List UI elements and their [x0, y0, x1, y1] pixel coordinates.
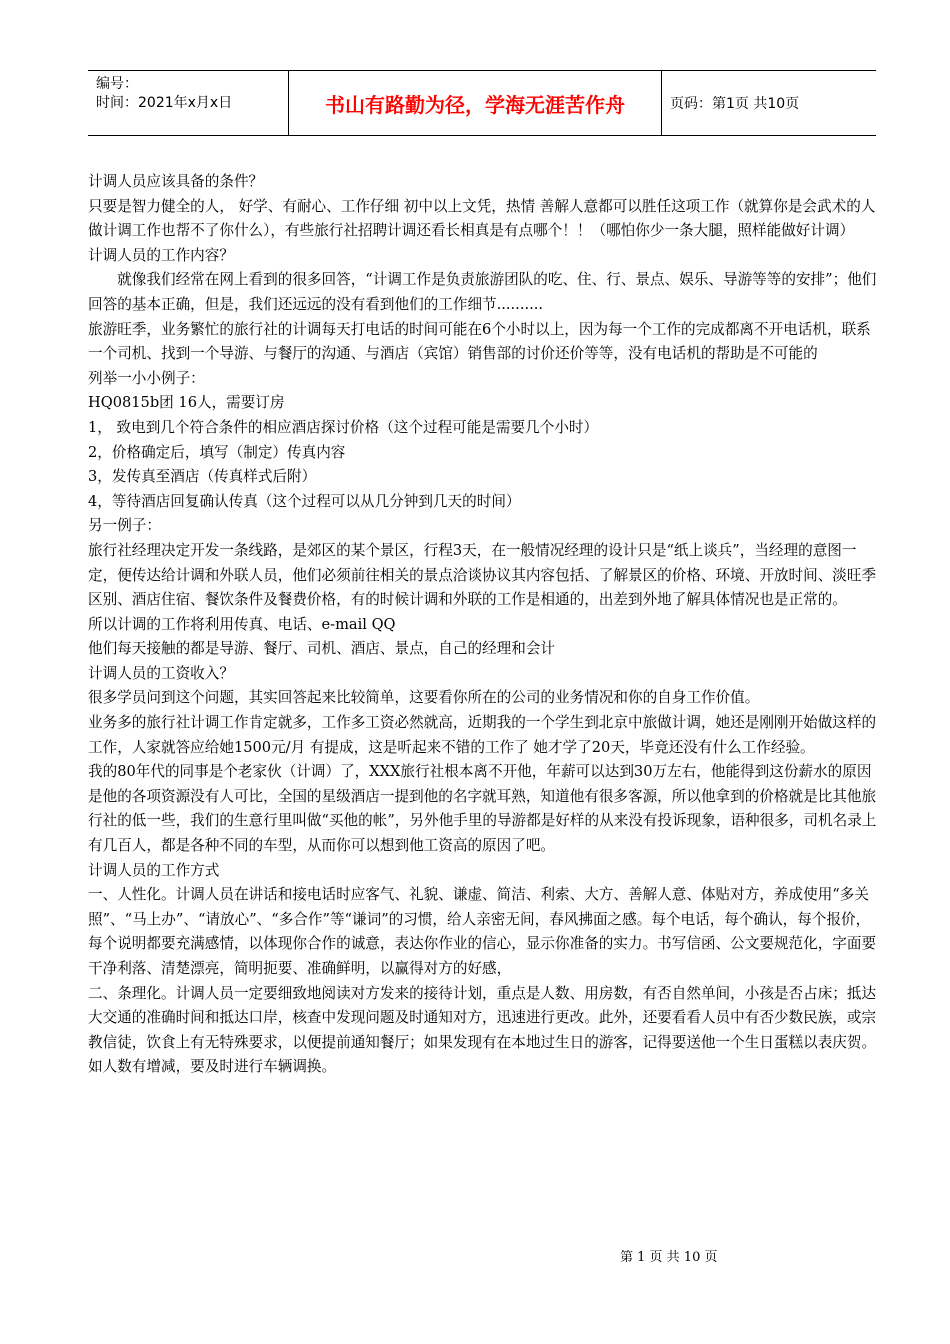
paragraph: 业务多的旅行社计调工作肯定就多，工作多工资必然就高，近期我的一个学生到北京中旅做计调，她还是刚刚开始做这样的工作，人家就答应给她1500元/月 有提成，这是听起来不错的工作了 她才学了20天，毕竟还没有什么工作经验。 [88, 714, 877, 756]
paragraph: 另一例子： [88, 517, 161, 535]
list-item: 2，价格确定后，填写（制定）传真内容 [88, 443, 346, 461]
header-left-cell [88, 71, 288, 135]
paragraph: 只要是智力健全的人， 好学、有耐心、工作仔细 初中以上文凭，热情 善解人意都可以胜任这项工作（就算你是会武术的人做计调工作也帮不了你什么），有些旅行社招聘计调还看长相真是有点哪个！！（哪怕你少一条大腿，照样能做好计调） [88, 197, 876, 240]
paragraph: 所以计调的工作将利用传真、电话、e-mail QQ [88, 615, 396, 633]
header-slogan: 书山有路勤为径，学海无涯苦作舟 [288, 71, 662, 135]
paragraph: 他们每天接触的都是导游、餐厅、司机、酒店、景点，自己的经理和会计 [88, 640, 556, 658]
paragraph: 二、条理化。计调人员一定要细致地阅读对方发来的接待计划，重点是人数、用房数，有否自然单间，小孩是否占床；抵达大交通的准确时间和抵达口岸，核查中发现问题及时通知对方，迅速进行更改。此外，还要看看人员中有否少数民族，或宗教信徒，饮食上有无特殊要求，以便提前通知餐厅；如果发现有在本地过生日的游客，记得要送他一个生日蛋糕以表庆贺。如人数有增减，要及时进行车辆调换。 [88, 984, 877, 1076]
paragraph: 旅行社经理决定开发一条线路，是郊区的某个景区，行程3天，在一般情况经理的设计只是“纸上谈兵”，当经理的意图一定，便传达给计调和外联人员，他们必须前往相关的景点洽谈协议其内容包括、了解景区的价格、环境、开放时间、淡旺季区别、酒店住宿、餐饮条件及餐费价格，有的时候计调和外联的工作是相通的，出差到外地了解具体情况也是正常的。 [88, 541, 877, 609]
time-label: 时间：2021年x月x日 [96, 95, 233, 111]
paragraph: HQ0815b团 16人，需要订房 [88, 394, 285, 412]
paragraph: 我的80年代的同事是个老家伙（计调）了，XXX旅行社根本离不开他，年薪可以达到30万左右，他能得到这份薪水的原因是他的各项资源没有人可比，全国的星级酒店一提到他的名字就耳熟，知道他有很多客源，所以他拿到的价格就是比其他旅行社的低一些，我们的生意行里叫做“买他的帐”，另外他手里的导游都是好样的从来没有投诉现象，语种很多，司机名录上有几百人，都是各种不同的车型，从而你可以想到他工资高的原因了吧。 [88, 763, 877, 855]
paragraph: 旅游旺季，业务繁忙的旅行社的计调每天打电话的时间可能在6个小时以上，因为每一个工作的完成都离不开电话机，联系一个司机、找到一个导游、与餐厅的沟通、与酒店（宾馆）销售部的讨价还价等等，没有电话机的帮助是不可能的 [88, 320, 871, 363]
header-page-info: 页码：第1页 共10页 [670, 96, 800, 112]
paragraph: 就像我们经常在网上看到的很多回答，“计调工作是负责旅游团队的吃、住、行、景点、娱乐、导游等等的安排”；他们回答的基本正确，但是，我们还远远的没有看到他们的工作细节.......... [88, 271, 877, 313]
paragraph: 计调人员的工资收入？ [88, 664, 234, 682]
document-body [88, 170, 880, 1080]
document-header [88, 70, 876, 136]
paragraph: 计调人员应该具备的条件？ [88, 173, 264, 190]
paragraph: 很多学员问到这个问题，其实回答起来比较简单，这要看你所在的公司的业务情况和你的自身工作价值。 [88, 689, 760, 707]
paragraph: 一、人性化。计调人员在讲话和接电话时应客气、礼貌、谦虚、简洁、利索、大方、善解人意、体贴对方，养成使用“多关照”、“马上办”、“请放心”、“多合作”等“谦词”的习惯，给人亲密无间，春风拂面之感。每个电话，每个确认，每个报价，每个说明都要充满感情，以体现你合作的诚意，表达你作业的信心，显示你准备的实力。书写信函、公文要规范化，字面要干净利落、清楚漂亮，简明扼要、准确鲜明，以赢得对方的好感， [88, 886, 877, 977]
list-item: 3，发传真至酒店（传真样式后附） [88, 468, 317, 486]
paragraph: 计调人员的工作内容？ [88, 246, 234, 264]
list-item: 4，等待酒店回复确认传真（这个过程可以从几分钟到几天的时间） [88, 492, 521, 510]
page-footer: 第 1 页 共 10 页 [620, 1250, 718, 1265]
paragraph: 计调人员的工作方式 [88, 861, 220, 879]
list-item: 1， 致电到几个符合条件的相应酒店探讨价格（这个过程可能是需要几个小时） [88, 418, 599, 436]
number-label: 编号： [96, 76, 138, 92]
paragraph: 列举一小小例子： [88, 369, 205, 387]
